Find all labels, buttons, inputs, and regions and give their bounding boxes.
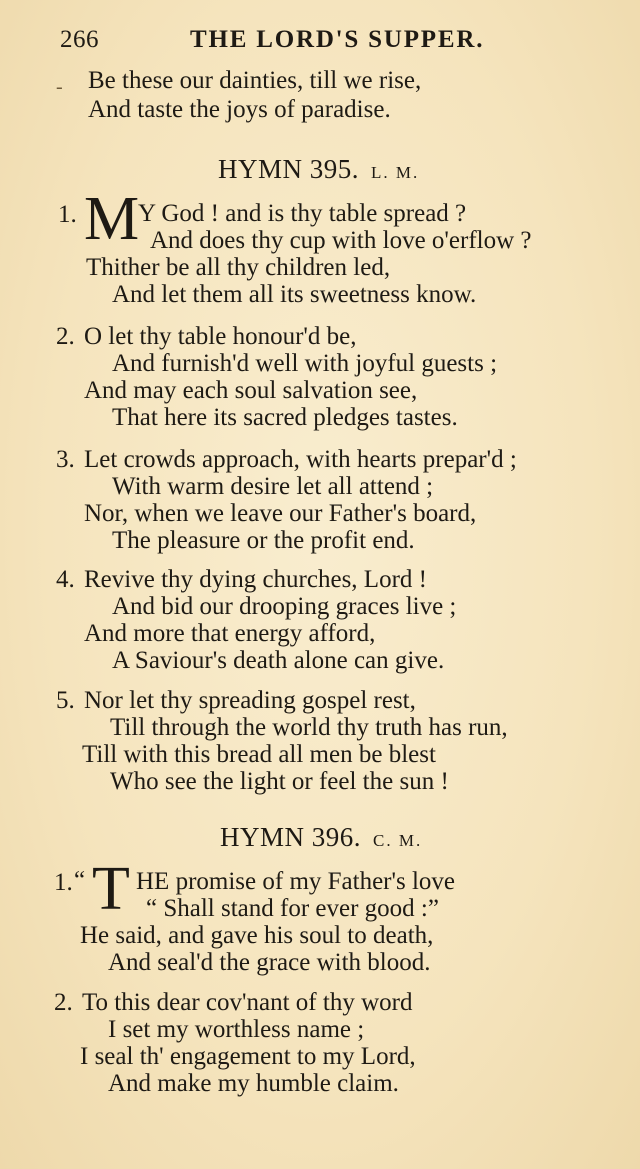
verse-line: I set my worthless name ;	[108, 1016, 365, 1043]
verse-line: Y God ! and is thy table spread ?	[138, 200, 467, 227]
hymn-meter: C. M.	[373, 831, 423, 850]
verse-line: The pleasure or the profit end.	[112, 527, 415, 554]
verse-line: With warm desire let all attend ;	[112, 473, 434, 500]
hymn-heading	[218, 154, 419, 185]
hymn-meter: L. M.	[371, 163, 420, 182]
open-quote: “	[74, 867, 86, 894]
verse-line: O let thy table honour'd be,	[84, 323, 357, 350]
verse-line: Let crowds approach, with hearts prepar'd ;	[84, 446, 517, 473]
carryover-line: Be these our dainties, till we rise,	[88, 67, 422, 94]
verse-line: Nor, when we leave our Father's board,	[84, 500, 477, 527]
verse-line: Thither be all thy children led,	[86, 254, 391, 281]
verse-line: That here its sacred pledges tastes.	[112, 404, 458, 431]
hymn-heading	[220, 822, 422, 853]
margin-mark: -	[56, 76, 63, 98]
verse-line: And does thy cup with love o'erflow ?	[150, 227, 532, 254]
verse-line: Nor let thy spreading gospel rest,	[84, 687, 416, 714]
verse-number: 3.	[56, 446, 75, 473]
verse-line: To this dear cov'nant of thy word	[82, 989, 413, 1016]
drop-cap: M	[84, 185, 140, 253]
verse-line: Revive thy dying churches, Lord !	[84, 566, 427, 593]
carryover-line: And taste the joys of paradise.	[88, 96, 391, 123]
verse-line: And bid our drooping graces live ;	[112, 593, 457, 620]
verse-line: A Saviour's death alone can give.	[112, 647, 445, 674]
verse-line: And seal'd the grace with blood.	[108, 949, 431, 976]
verse-line: HE promise of my Father's love	[136, 868, 456, 895]
verse-line: And more that energy afford,	[84, 620, 376, 647]
verse-number: 2.	[56, 323, 75, 350]
hymn-title: HYMN 396.	[220, 822, 362, 852]
verse-number: 2.	[54, 989, 73, 1016]
verse-number: 4.	[56, 566, 75, 593]
verse-line: I seal th' engagement to my Lord,	[80, 1043, 416, 1070]
verse-line: And make my humble claim.	[108, 1070, 399, 1097]
verse-line: And let them all its sweetness know.	[112, 281, 477, 308]
page-number: 266	[60, 26, 99, 53]
verse-line: “ Shall stand for ever good :”	[146, 895, 439, 922]
verse-line: Who see the light or feel the sun !	[110, 768, 449, 795]
verse-line: And furnish'd well with joyful guests ;	[112, 350, 498, 377]
verse-line: Till with this bread all men be blest	[82, 741, 436, 768]
verse-number: 1.	[58, 201, 77, 228]
hymn-title: HYMN 395.	[218, 154, 360, 184]
verse-line: He said, and gave his soul to death,	[80, 922, 434, 949]
running-header	[60, 24, 530, 58]
running-title: THE LORD'S SUPPER.	[190, 26, 485, 53]
verse-number: 1.	[54, 869, 73, 896]
verse-line: Till through the world thy truth has run,	[110, 714, 508, 741]
verse-line: And may each soul salvation see,	[84, 377, 418, 404]
drop-cap: T	[92, 855, 130, 923]
verse-number: 5.	[56, 687, 75, 714]
